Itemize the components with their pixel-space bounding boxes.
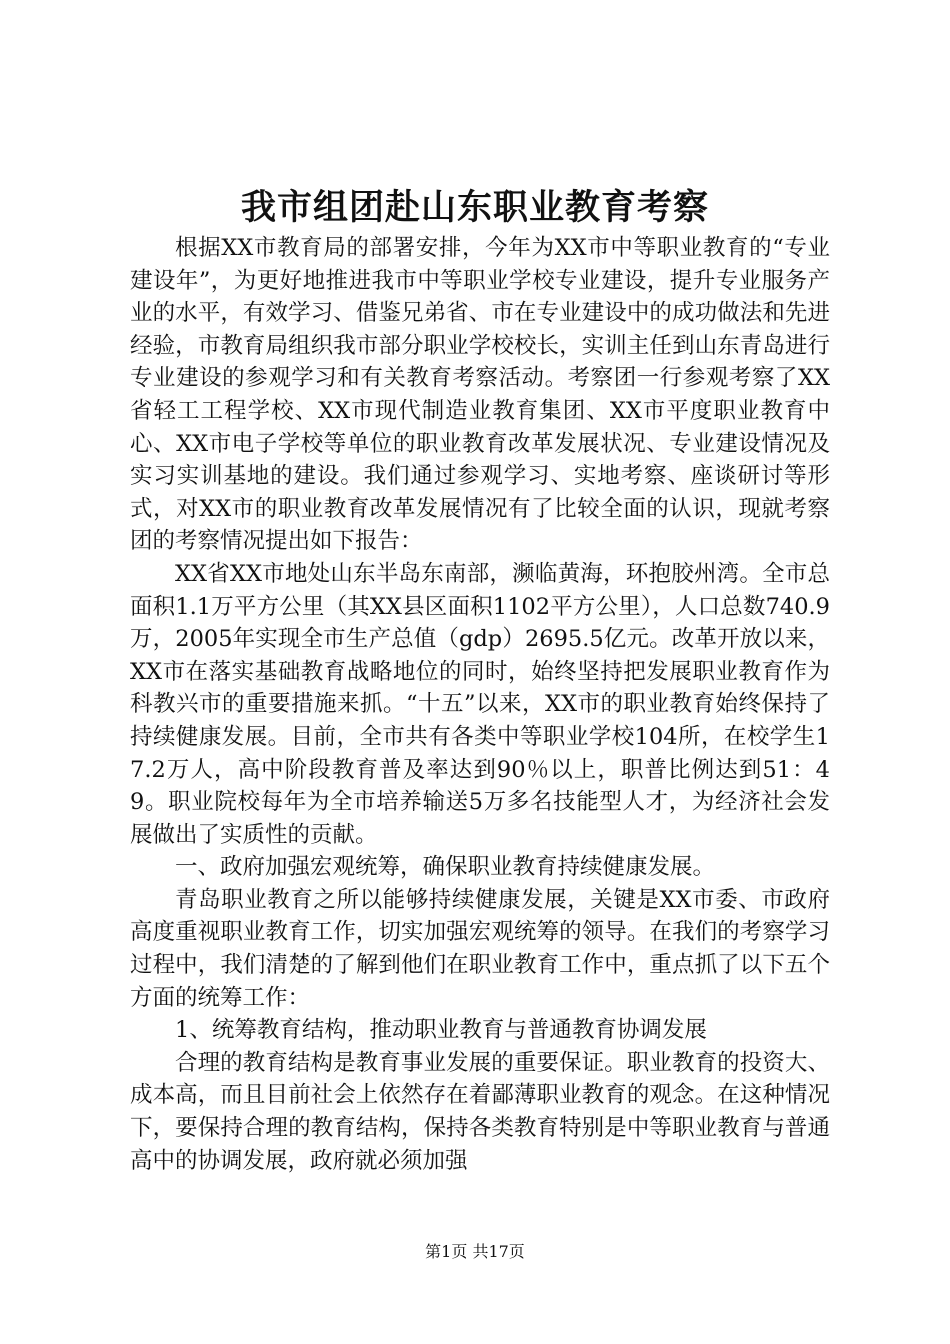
page-number-footer: 第1页 共17页	[425, 1242, 525, 1261]
paragraph-city-overview: XX省XX市地处山东半岛东南部，濒临黄海，环抱胶州湾。全市总面积1.1万平方公里（其XX县区面积1102平方公里），人口总数740.9万，2005年实现全市生产总值（gdp）2695.5亿元。改革开放以来，XX市在落实基础教育战略地位的同时，始终坚持把发展职业教育作为科教兴市的重要措施来抓。“十五”以来，XX市的职业教育始终保持了持续健康发展。目前，全市共有各类中等职业学校104所，在校学生17.2万人，高中阶段教育普及率达到90％以上，职普比例达到51：49。职业院校每年为全市培养输送5万多名技能型人才，为经济社会发展做出了实质性的贡献。	[130, 560, 830, 848]
document-body	[130, 232, 830, 1177]
document-title: 我市组团赴山东职业教育考察	[240, 187, 709, 228]
section-heading-1: 一、政府加强宏观统筹，确保职业教育持续健康发展。	[175, 854, 716, 881]
paragraph-intro: 根据XX市教育局的部署安排，今年为XX市中等职业教育的“专业建设年”，为更好地推进我市中等职业学校专业建设，提升专业服务产业的水平，有效学习、借鉴兄弟省、市在专业建设中的成功做法和先进经验，市教育局组织我市部分职业学校校长，实训主任到山东青岛进行专业建设的参观学习和有关教育考察活动。考察团一行参观考察了XX省轻工工程学校、XX市现代制造业教育集团、XX市平度职业教育中心、XX市电子学校等单位的职业教育改革发展状况、专业建设情况及实习实训基地的建设。我们通过参观学习、实地考察、座谈研讨等形式，对XX市的职业教育改革发展情况有了比较全面的认识，现就考察团的考察情况提出如下报告：	[130, 235, 830, 555]
subsection-heading-1: 1、统筹教育结构，推动职业教育与普通教育协调发展	[175, 1017, 707, 1044]
paragraph-section-1: 青岛职业教育之所以能够持续健康发展，关键是XX市委、市政府高度重视职业教育工作，切实加强宏观统筹的领导。在我们的考察学习过程中，我们清楚的了解到他们在职业教育工作中，重点抓了以下五个方面的统筹工作：	[130, 886, 830, 1011]
paragraph-subsection-1: 合理的教育结构是教育事业发展的重要保证。职业教育的投资大、成本高，而且目前社会上依然存在着鄙薄职业教育的观念。在这种情况下，要保持合理的教育结构，保持各类教育特别是中等职业教育与普通高中的协调发展，政府就必须加强	[130, 1049, 830, 1174]
